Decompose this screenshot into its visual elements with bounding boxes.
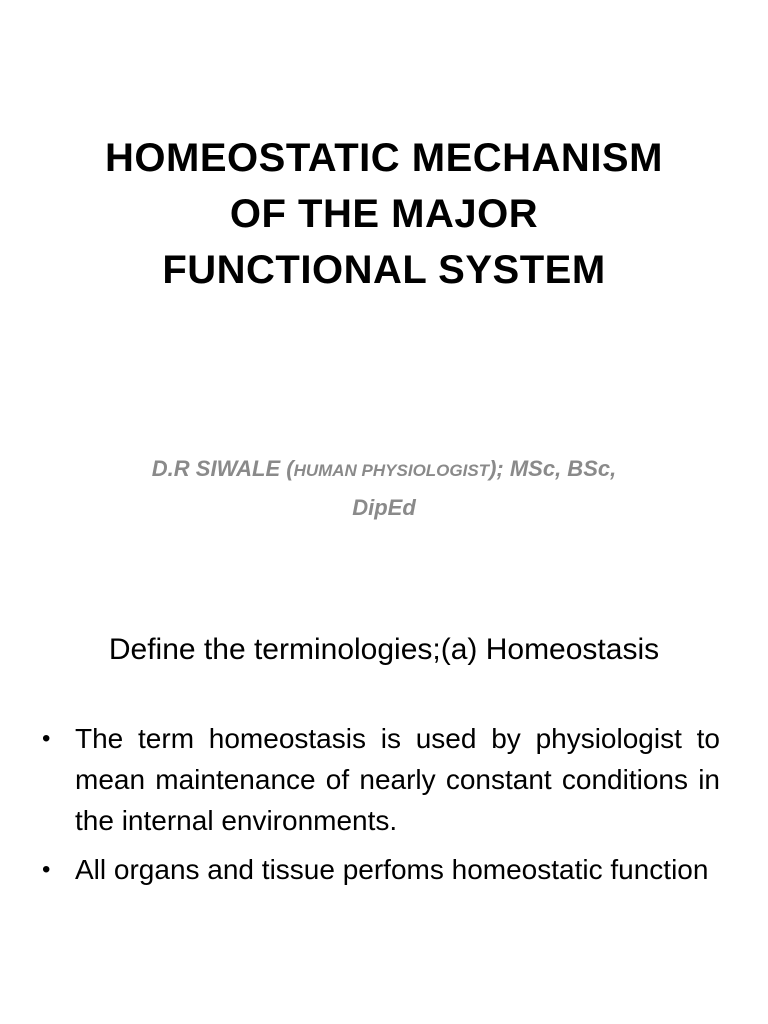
author-degrees: ); MSc, BSc, DipEd	[352, 456, 617, 520]
title-line-1: HOMEOSTATIC MECHANISM	[105, 136, 663, 180]
list-item	[42, 718, 720, 841]
bullet-icon: •	[42, 856, 51, 883]
author-role: HUMAN PHYSIOLOGIST	[293, 461, 490, 480]
bullet-text: All organs and tissue perfoms homeostatic function	[75, 854, 709, 885]
bullet-text: The term homeostasis is used by physiologist to mean maintenance of nearly constant conditions in the internal environments.	[75, 723, 720, 836]
title-line-2: OF THE MAJOR	[229, 192, 539, 236]
section-heading: Define the terminologies;(a) Homeostasis	[108, 633, 660, 666]
author-name: D.R SIWALE (	[151, 456, 294, 481]
list-item	[42, 849, 720, 890]
bullet-list	[0, 718, 768, 898]
author-credits	[0, 450, 768, 526]
slide-title	[0, 130, 768, 298]
title-line-3: FUNCTIONAL SYSTEM	[162, 248, 606, 292]
bullet-icon: •	[42, 725, 51, 752]
